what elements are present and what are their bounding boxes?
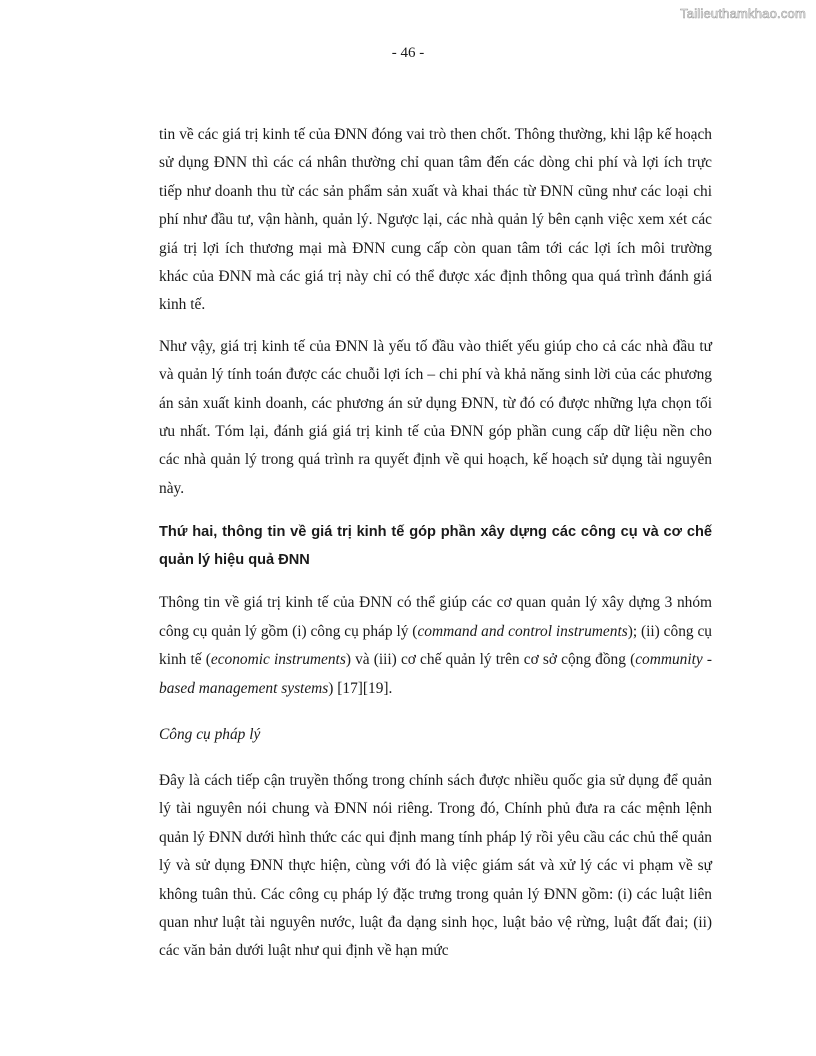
paragraph-3-italic-2: economic instruments bbox=[210, 651, 346, 669]
section-heading: Thứ hai, thông tin về giá trị kinh tế góp phần xây dựng các công cụ và cơ chế quản lý hiệu quả ĐNN bbox=[159, 524, 712, 569]
paragraph-3 bbox=[159, 589, 712, 703]
paragraph-1: tin về các giá trị kinh tế của ĐNN đóng vai trò then chốt. Thông thường, khi lập kế hoạch sử dụng ĐNN thì các cá nhân thường chỉ quan tâm đến các dòng chi phí và lợi ích trực tiếp như doanh thu từ các sản phẩm sản xuất và khai thác từ ĐNN cũng như các loại chi phí như đầu tư, vận hành, quản lý. Ngược lại, các nhà quản lý bên cạnh việc xem xét các giá trị lợi ích thương mại mà ĐNN cung cấp còn quan tâm tới các lợi ích môi trường khác của ĐNN mà các giá trị này chỉ có thể được xác định thông qua quá trình đánh giá kinh tế. bbox=[159, 126, 712, 314]
paragraph-3-text-4: ) [17][19]. bbox=[328, 679, 393, 697]
paragraph-4: Đây là cách tiếp cận truyền thống trong chính sách được nhiều quốc gia sử dụng để quản lý tài nguyên nói chung và ĐNN nói riêng. Trong đó, Chính phủ đưa ra các mệnh lệnh quản lý ĐNN dưới hình thức các qui định mang tính pháp lý rồi yêu cầu các chủ thể quản lý và sử dụng ĐNN thực hiện, cùng với đó là việc giám sát và xử lý các vi phạm về sự không tuân thủ. Các công cụ pháp lý đặc trưng trong quản lý ĐNN gồm: (i) các luật liên quan như luật tài nguyên nước, luật đa dạng sinh học, luật bảo vệ rừng, luật đất đai; (ii) các văn bản dưới luật như qui định về hạn mức bbox=[159, 771, 712, 960]
subheading: Công cụ pháp lý bbox=[159, 725, 261, 743]
paragraph-3-text-3: ) và (iii) cơ chế quản lý trên cơ sở cộng đồng ( bbox=[345, 651, 636, 669]
watermark-logo: Tailieuthamkhao.com bbox=[680, 6, 806, 21]
page-number: - 46 - bbox=[391, 45, 425, 61]
paragraph-2: Như vậy, giá trị kinh tế của ĐNN là yếu tố đầu vào thiết yếu giúp cho cả các nhà đầu tư và quản lý tính toán được các chuỗi lợi ích – chi phí và khả năng sinh lời của các phương án sản xuất kinh doanh, các phương án sử dụng ĐNN, từ đó có được những lựa chọn tối ưu nhất. Tóm lại, đánh giá giá trị kinh tế của ĐNN góp phần cung cấp dữ liệu nền cho các nhà quản lý trong quá trình ra quyết định về qui hoạch, kế hoạch sử dụng tài nguyên này. bbox=[159, 337, 712, 497]
paragraph-3-text-2: ); (ii) công cụ kinh tế ( bbox=[159, 622, 712, 669]
paragraph-3-italic-3: community - based management systems bbox=[159, 651, 712, 697]
paragraph-3-text-1: Thông tin về giá trị kinh tế của ĐNN có thể giúp các cơ quan quản lý xây dựng 3 nhóm công cụ quản lý gồm (i) công cụ pháp lý ( bbox=[159, 594, 712, 640]
paragraph-3-italic-1: command and control instruments bbox=[417, 622, 628, 640]
document-body bbox=[159, 121, 712, 966]
